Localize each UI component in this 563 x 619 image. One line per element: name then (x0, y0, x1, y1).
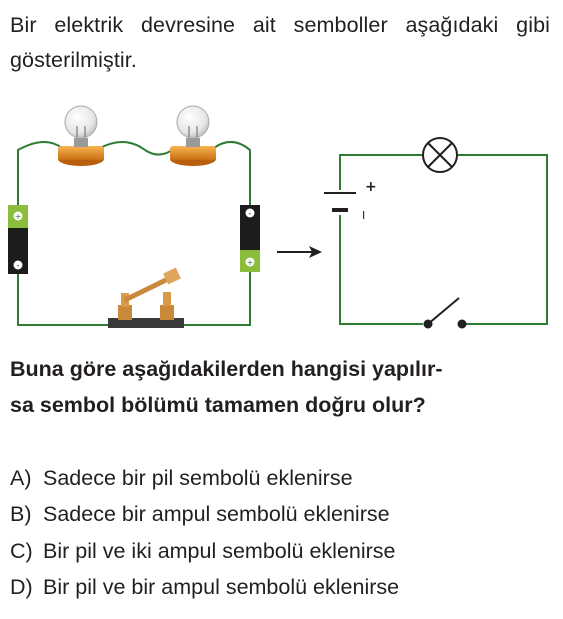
circuit-figure (0, 95, 563, 335)
cell-plus-label: + (365, 179, 377, 195)
option-text: Bir pil ve iki ampul sembolü eklenirse (43, 538, 396, 563)
answer-options (10, 460, 555, 605)
battery-plus-label: + (14, 212, 22, 221)
question-text (10, 351, 550, 423)
wire (180, 272, 250, 325)
option-letter: C) (10, 538, 33, 563)
question-line: Buna göre aşağıdakilerden hangisi yapılır- (10, 357, 443, 381)
option-letter: D) (10, 574, 33, 599)
bulb-icon (170, 106, 216, 166)
option-b[interactable] (10, 496, 555, 532)
wire (100, 142, 175, 155)
battery-icon (8, 205, 28, 274)
real-circuit (8, 106, 260, 328)
wire (457, 155, 547, 324)
battery-minus-label: - (248, 209, 252, 218)
option-text: Bir pil ve bir ampul sembolü eklenirse (43, 574, 400, 599)
option-text: Sadece bir ampul sembolü eklenirse (43, 502, 390, 527)
bulb-icon (58, 106, 104, 166)
option-a[interactable] (10, 460, 555, 496)
arrow-right-icon (277, 246, 322, 258)
wire (18, 272, 110, 325)
battery-icon (240, 205, 260, 272)
wire (18, 142, 62, 205)
battery-minus-label: - (16, 261, 20, 270)
cell-minus-label: I (362, 209, 366, 222)
wire (340, 215, 423, 324)
option-letter: B) (10, 502, 32, 527)
cell-symbol-icon (324, 179, 377, 222)
wire (340, 155, 423, 190)
symbol-circuit (324, 138, 547, 329)
intro-text: Bir elektrik devresine ait semboller aşağıdaki gibi gösterilmiştir. (10, 13, 550, 72)
switch-symbol-icon (424, 298, 467, 329)
wire (214, 142, 250, 205)
question-line: sa sembol bölümü tamamen doğru olur? (10, 393, 426, 417)
option-letter: A) (10, 466, 32, 490)
lamp-symbol-icon (423, 138, 457, 172)
battery-plus-label: + (246, 258, 254, 267)
option-text: Sadece bir pil sembolü eklenirse (43, 466, 353, 490)
option-d[interactable] (10, 569, 555, 605)
option-c[interactable] (10, 533, 555, 569)
switch-icon (108, 268, 184, 328)
